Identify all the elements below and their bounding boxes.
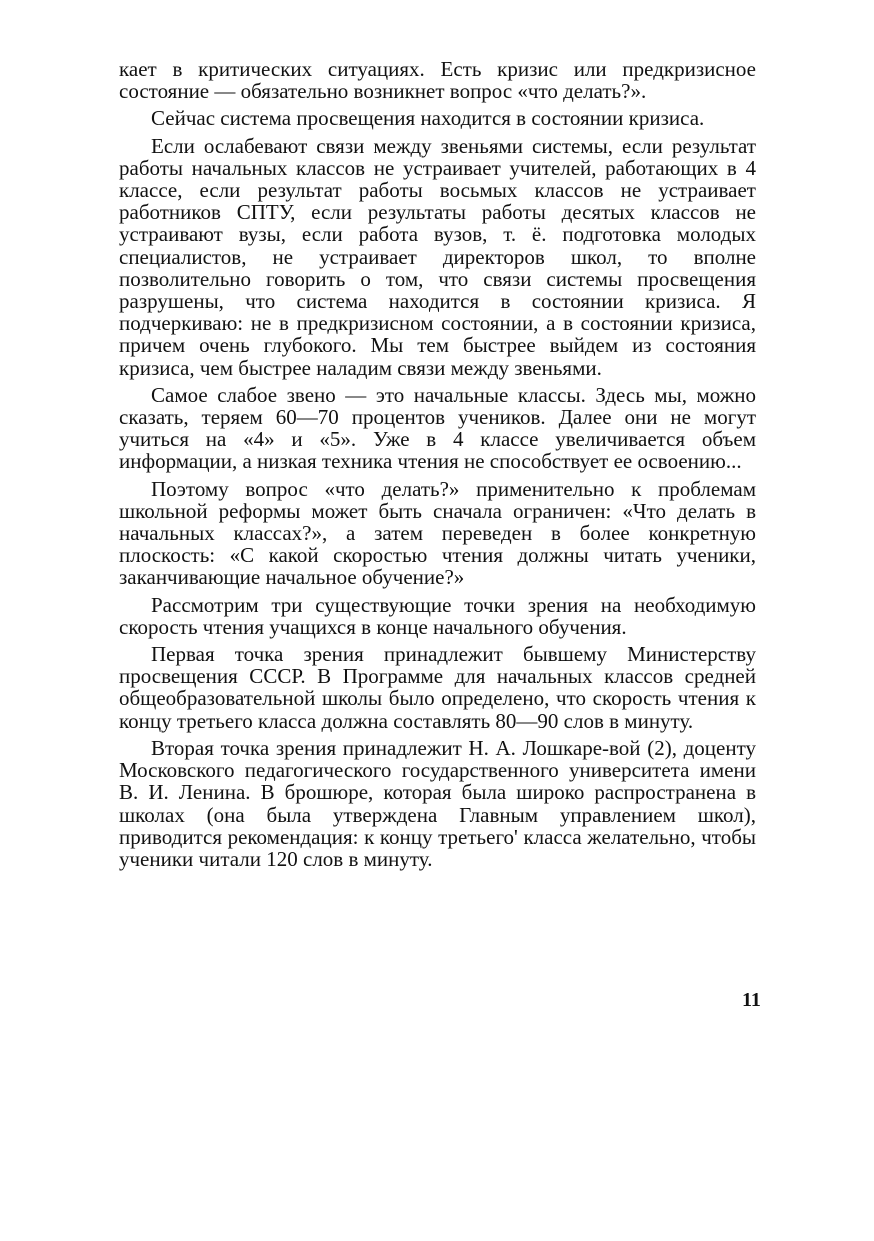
paragraph-crisis-statement: Сейчас система просвещения находится в состоянии кризиса. — [151, 106, 705, 131]
paragraph-weakest-link: Самое слабое звено — это начальные классы. Здесь мы, можно сказать, теряем 60—70 процентов учеников. Далее они не могут учиться на «4» и «5». Уже в 4 классе увеличивается объем информации, а низкая техника чтения не способствует ее освоению... — [119, 382, 756, 474]
paragraph-second-view: Вторая точка зрения принадлежит Н. А. Лошкаре-вой (2), доценту Московского педагогического государственного университета имени В. И. Ленина. В брошюре, которая была широко распространена в школах (она была утверждена Главным управлением школ), приводится рекомендация: к концу третьего' класса желательно, чтобы ученики читали 120 слов в минуту. — [119, 735, 756, 871]
paragraph-first-view: Первая точка зрения принадлежит бывшему Министерству просвещения СССР. В Программе для начальных классов средней общеобразовательной школы было определено, что скорость чтения к концу третьего класса должна составлять 80—90 слов в минуту. — [119, 642, 756, 733]
paragraph-three-views: Рассмотрим три существующие точки зрения на необходимую скорость чтения учащихся в конце начального обучения. — [119, 592, 756, 639]
paragraph-continuation: кает в критических ситуациях. Есть кризис или предкризисное состояние — обязательно возникнет вопрос «что делать?». — [119, 57, 756, 104]
paragraph-what-to-do: Поэтому вопрос «что делать?» применительно к проблемам школьной реформы может быть сначала ограничен: «Что делать в начальных классах?», а затем переведен в более конкретную плоскость: «С какой скоростью чтения должны читать ученики, заканчивающие начальное обучение?» — [119, 476, 756, 590]
page-body — [119, 58, 756, 875]
page-number: 11 — [742, 989, 761, 1011]
paragraph-weak-links: Если ослабевают связи между звеньями системы, если результат работы начальных классов не устраивает учителей, работающих в 4 классе, если результат работы восьмых классов не устраивает работников СПТУ, если результаты работы десятых классов не устраивают вузы, если работа вузов, т. ё. подготовка молодых специалистов, не устраивает директоров школ, то вполне позволительно говорить о том, что связи системы просвещения разрушены, что система находится в состоянии кризиса. Я подчеркиваю: не в предкризисном состоянии, а в состоянии кризиса, причем очень глубокого. Мы тем быстрее выйдем из состояния кризиса, чем быстрее наладим связи между звеньями. — [119, 133, 756, 380]
